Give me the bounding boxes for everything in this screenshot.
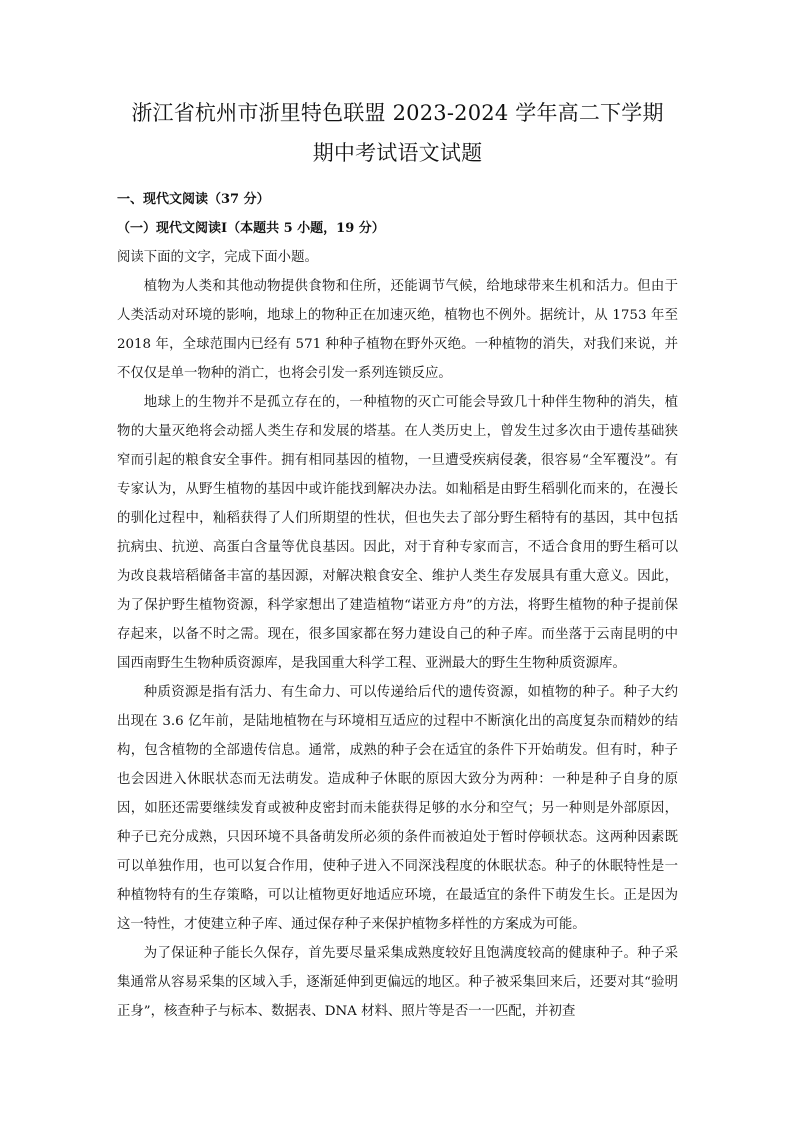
document-title-line-1: 浙江省杭州市浙里特色联盟 2023-2024 学年高二下学期 bbox=[131, 101, 664, 125]
reading-instruction: 阅读下面的文字，完成下面小题。 bbox=[117, 250, 318, 265]
body-paragraph-4: 为了保证种子能长久保存，首先要尽量采集成熟度较好且饱满度较高的健康种子。种子采集通常从容易采集的区域入手，逐渐延伸到更偏远的地区。种子被采集回来后，还要对其“验明正身”，核查种子与标本、数据表、DNA 材料、照片等是否一一匹配，并初查 bbox=[117, 946, 678, 1019]
body-paragraph-1: 植物为人类和其他动物提供食物和住所，还能调节气候，给地球带来生机和活力。但由于人类活动对环境的影响，地球上的物种正在加速灭绝，植物也不例外。据统计，从 1753 年至 2018 年，全球范围内已经有 571 种种子植物在野外灭绝。一种植物的消失，对我们来说，并不仅仅是单一物种的消亡，也将会引发一系列连锁反应。 bbox=[117, 279, 678, 381]
body-paragraph-3: 种质资源是指有活力、有生命力、可以传递给后代的遗传资源，如植物的种子。种子大约出现在 3.6 亿年前，是陆地植物在与环境相互适应的过程中不断演化出的高度复杂而精妙的结构，包含植物的全部遗传信息。通常，成熟的种子会在适宜的条件下开始萌发。但有时，种子也会因进入休眠状态而无法萌发。造成种子休眠的原因大致分为两种：一种是种子自身的原因，如胚还需要继续发育或被种皮密封而未能获得足够的水分和空气；另一种则是外部原因，种子已充分成熟，只因环境不具备萌发所必须的条件而被迫处于暂时停顿状态。这两种因素既可以单独作用，也可以复合作用，使种子进入不同深浅程度的休眠状态。种子的休眠特性是一种植物特有的生存策略，可以让植物更好地适应环境，在最适宜的条件下萌发生长。正是因为这一特性，才使建立种子库、通过保存种子来保护植物多样性的方案成为可能。 bbox=[117, 685, 678, 932]
body-paragraph-2: 地球上的生物并不是孤立存在的，一种植物的灭亡可能会导致几十种伴生物种的消失，植物的大量灭绝将会动摇人类生存和发展的塔基。在人类历史上，曾发生过多次由于遗传基础狭窄而引起的粮食安全事件。拥有相同基因的植物，一旦遭受疾病侵袭，很容易“全军覆没”。有专家认为，从野生植物的基因中或许能找到解决办法。如籼稻是由野生稻驯化而来的，在漫长的驯化过程中，籼稻获得了人们所期望的性状，但也失去了部分野生稻特有的基因，其中包括抗病虫、抗逆、高蛋白含量等优良基因。因此，对于育种专家而言，不适合食用的野生稻可以为改良栽培稻储备丰富的基因源，对解决粮食安全、维护人类生存发展具有重大意义。因此，为了保护野生植物资源，科学家想出了建造植物“诺亚方舟”的方法，将野生植物的种子提前保存起来，以备不时之需。现在，很多国家都在努力建设自己的种子库。而坐落于云南昆明的中国西南野生生物种质资源库，是我国重大科学工程、亚洲最大的野生生物种质资源库。 bbox=[117, 395, 678, 671]
sub-section-heading: （一）现代文阅读Ⅰ（本题共 5 小题，19 分） bbox=[117, 221, 385, 236]
document-title-line-2: 期中考试语文试题 bbox=[312, 141, 483, 165]
section-heading: 一、现代文阅读（37 分） bbox=[117, 192, 270, 207]
